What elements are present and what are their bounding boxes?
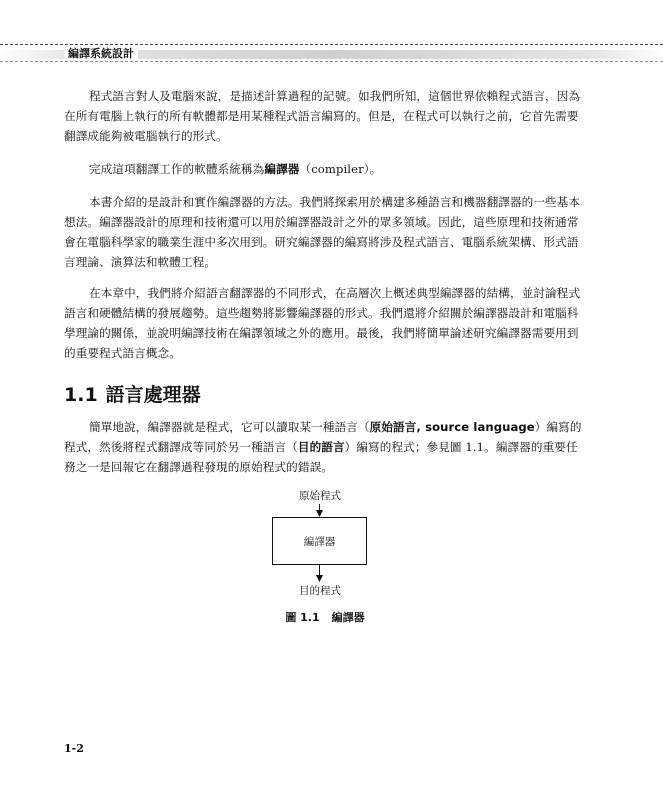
arrow-in-head [316,510,323,517]
compiler-box-label: 編譯器 [303,535,336,548]
compiler-box [272,517,367,565]
term-source-language: 原始語言, source language [369,420,535,434]
term-target-language: 目的語言 [297,440,345,454]
paragraph-text: 完成這項翻譯工作的軟體系統稱為 [89,162,265,176]
section-number: 1.1 [64,384,98,406]
paragraph-text: 簡單地說，編譯器就是程式，它可以讀取某一種語言（ [89,420,370,434]
paragraph-text: （compiler）。 [299,162,382,176]
figure-caption-title: 編譯器 [331,611,365,624]
paragraph-text: ）編寫的程式，然後將程式翻譯成等同於另一種語言（ [64,420,582,454]
figure-caption-number: 圖 1.1 [285,611,320,624]
paragraph-intro: 程式語言對人及電腦來說，是描述計算過程的記號。如我們所知，這個世界依賴程式語言，因為在所有電腦上執行的所有軟體都是用某種程式語言編寫的。但是，在程式可以執行之前，它首先需要翻譯成能夠被電腦執行的形式。 [64,89,581,143]
figure-caption [255,609,395,625]
figure-output-label: 目的程式 [299,585,341,597]
paragraph-book-scope: 本書介紹的是設計和實作編譯器的方法。我們將探索用於構建多種語言和機器翻譯器的一些基本想法。編譯器設計的原理和技術還可以用於編譯器設計之外的眾多領域。因此，這些原理和技術通常會在電腦科學家的職業生涯中多次用到。研究編譯器的編寫將涉及程式語言、電腦系統架構、形式語言理論、演算法和軟體工程。 [64,195,581,269]
paragraph-chapter-overview: 在本章中，我們將介紹語言翻譯器的不同形式，在高層次上概述典型編譯器的結構，並討論程式語言和硬體結構的發展趨勢。這些趨勢將影響編譯器的形式。我們還將介紹關於編譯器設計和電腦科學理論的關係，並說明編譯技術在編譯領域之外的應用。最後，我們將簡單論述研究編譯器需要用到的重要程式語言概念。 [64,286,581,360]
page-number: 1-2 [64,742,84,755]
figure-input-label: 原始程式 [299,490,341,502]
paragraph-text: ）編寫的程式；參見圖 1.1。編譯器的重要任務之一是回報它在翻譯過程發現的原始程式的錯誤。 [64,440,578,474]
section-title: 語言處理器 [105,384,201,406]
term-compiler: 編譯器 [264,162,300,176]
running-title: 編譯系統設計 [64,47,138,60]
arrow-out-head [316,575,323,582]
